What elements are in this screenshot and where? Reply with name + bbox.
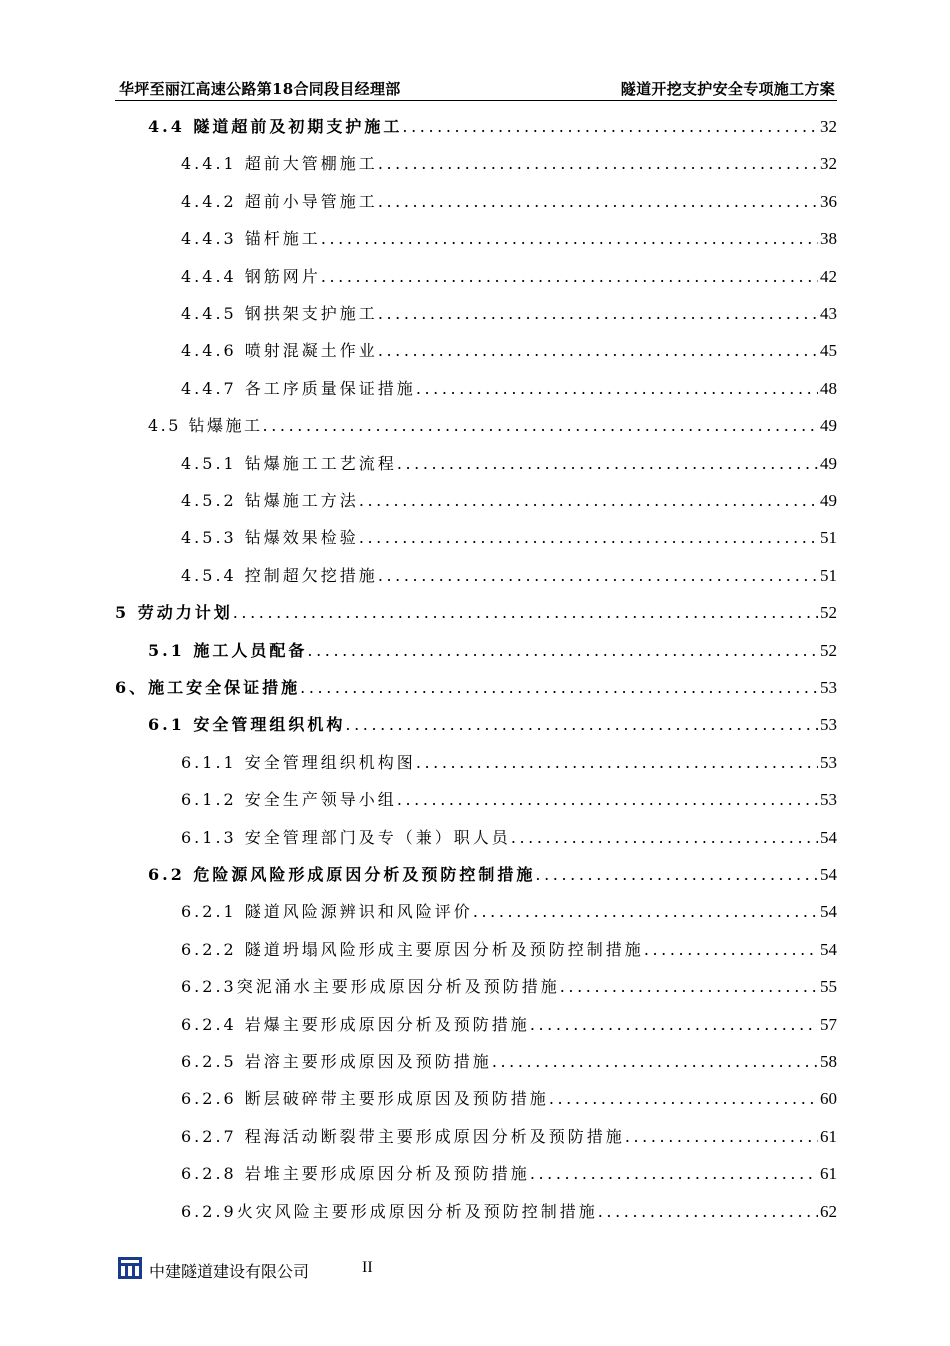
toc-entry[interactable]: [181, 151, 837, 175]
toc-entry-page: 62: [820, 1201, 837, 1221]
toc-entry-title: 6.2.2 隧道坍塌风险形成主要原因分析及预防控制措施: [181, 939, 644, 959]
company-logo-icon: [118, 1257, 142, 1279]
toc-dot-leader: [263, 416, 818, 435]
toc-entry[interactable]: [148, 862, 837, 886]
toc-entry-page: 51: [820, 565, 837, 585]
toc-dot-leader: [300, 678, 818, 697]
toc-entry-page: 61: [820, 1126, 837, 1146]
toc-entry-title: 6.2.3突泥涌水主要形成原因分析及预防措施: [181, 977, 560, 997]
toc-dot-leader: [378, 341, 818, 360]
toc-entry-page: 54: [820, 827, 837, 847]
toc-entry-page: 53: [820, 790, 837, 810]
toc-dot-leader: [378, 154, 818, 173]
toc-entry-page: 45: [820, 341, 837, 361]
toc-entry-title: 4.5.4 控制超欠挖措施: [181, 565, 378, 585]
toc-entry-title: 6.2.5 岩溶主要形成原因及预防措施: [181, 1052, 492, 1071]
toc-entry-page: 54: [820, 865, 837, 884]
toc-dot-leader: [345, 715, 818, 734]
toc-dot-leader: [644, 940, 818, 959]
toc-entry-page: 36: [820, 191, 837, 211]
toc-entry-title: 4.4.5 钢拱架支护施工: [181, 304, 378, 323]
toc-entry-page: 49: [820, 491, 837, 510]
toc-entry[interactable]: [181, 189, 837, 213]
footer-page-number: II: [362, 1259, 373, 1276]
toc-entry-page: 60: [820, 1089, 837, 1109]
toc-dot-leader: [321, 229, 818, 248]
toc-dot-leader: [625, 1127, 818, 1146]
toc-dot-leader: [598, 1202, 818, 1221]
toc-dot-leader: [530, 1015, 818, 1034]
toc-entry-page: 57: [820, 1014, 837, 1034]
toc-entry-title: 6.1.3 安全管理部门及专（兼）职人员: [181, 827, 511, 847]
toc-entry-title: 6.1.2 安全生产领导小组: [181, 790, 397, 810]
toc-entry-page: 52: [820, 603, 837, 623]
toc-dot-leader: [492, 1052, 818, 1071]
toc-dot-leader: [416, 753, 818, 772]
toc-entry-page: 53: [820, 678, 837, 697]
toc-entry[interactable]: [181, 1124, 837, 1148]
toc-entry-page: 32: [820, 117, 837, 136]
toc-dot-leader: [560, 977, 818, 996]
toc-entry[interactable]: [181, 488, 837, 512]
toc-dot-leader: [321, 267, 818, 286]
toc-entry-title: 5.1 施工人员配备: [148, 640, 308, 660]
toc-entry-title: 4.4.6 喷射混凝土作业: [181, 341, 378, 361]
toc-entry-page: 38: [820, 229, 837, 249]
toc-entry-page: 55: [820, 977, 837, 997]
header-project-name: 华坪至丽江高速公路第18合同段目经理部: [119, 80, 401, 98]
toc-entry-title: 4.4.1 超前大管棚施工: [181, 154, 378, 174]
toc-dot-leader: [378, 304, 818, 323]
toc-entry-title: 6.1 安全管理组织机构: [148, 715, 346, 735]
toc-entry-page: 51: [820, 528, 837, 548]
toc-entry[interactable]: [181, 525, 837, 549]
toc-dot-leader: [378, 192, 818, 211]
toc-entry[interactable]: [115, 600, 837, 624]
toc-entry-title: 6.2.6 断层破碎带主要形成原因及预防措施: [181, 1089, 549, 1109]
toc-entry[interactable]: [181, 301, 837, 325]
toc-entry-title: 4.5 钻爆施工: [148, 416, 263, 436]
toc-entry-page: 48: [820, 378, 837, 398]
toc-entry[interactable]: [148, 114, 837, 138]
toc-entry-page: 54: [820, 939, 837, 959]
toc-dot-leader: [416, 379, 818, 398]
toc-entry-title: 4.5.1 钻爆施工工艺流程: [181, 453, 397, 473]
toc-dot-leader: [549, 1089, 818, 1108]
toc-entry-title: 6.2.4 岩爆主要形成原因分析及预防措施: [181, 1014, 530, 1034]
toc-entry[interactable]: [181, 1049, 837, 1073]
toc-entry-page: 43: [820, 304, 837, 323]
toc-entry-title: 6.2.7 程海活动断裂带主要形成原因分析及预防措施: [181, 1126, 625, 1146]
toc-entry[interactable]: [181, 451, 837, 475]
toc-entry[interactable]: [181, 563, 837, 587]
toc-entry[interactable]: [181, 1199, 837, 1223]
toc-entry[interactable]: [148, 413, 837, 437]
toc-entry-title: 4.5.2 钻爆施工方法: [181, 491, 359, 510]
toc-entry[interactable]: [181, 825, 837, 849]
toc-entry-page: 54: [820, 902, 837, 922]
toc-dot-leader: [233, 603, 818, 622]
toc-entry[interactable]: [181, 376, 837, 400]
toc-dot-leader: [473, 902, 818, 921]
toc-entry[interactable]: [181, 750, 837, 774]
toc-dot-leader: [402, 117, 818, 136]
toc-entry[interactable]: [181, 338, 837, 362]
toc-entry[interactable]: [115, 675, 837, 699]
toc-entry[interactable]: [181, 1086, 837, 1110]
toc-entry[interactable]: [181, 264, 837, 288]
toc-entry[interactable]: [181, 1012, 837, 1036]
toc-entry-page: 49: [820, 453, 837, 473]
toc-entry[interactable]: [181, 787, 837, 811]
toc-entry-title: 6.1.1 安全管理组织机构图: [181, 752, 416, 772]
toc-entry-page: 42: [820, 266, 837, 286]
toc-entry-title: 4.4 隧道超前及初期支护施工: [148, 117, 403, 136]
toc-entry-title: 4.4.3 锚杆施工: [181, 229, 321, 249]
toc-entry-page: 58: [820, 1052, 837, 1071]
toc-entry-title: 4.4.4 钢筋网片: [181, 266, 321, 286]
header-document-title: 隧道开挖支护安全专项施工方案: [620, 80, 835, 98]
page-header: [115, 76, 837, 101]
toc-entry[interactable]: [181, 1161, 837, 1185]
toc-entry-page: 52: [820, 640, 837, 660]
toc-entry[interactable]: [148, 638, 837, 662]
toc-entry-title: 6.2.8 岩堆主要形成原因分析及预防措施: [181, 1164, 530, 1184]
toc-entry-page: 32: [820, 154, 837, 174]
toc-dot-leader: [511, 828, 818, 847]
toc-entry-title: 4.4.2 超前小导管施工: [181, 191, 378, 211]
toc-dot-leader: [530, 1164, 818, 1183]
toc-entry[interactable]: [181, 899, 837, 923]
toc-entry[interactable]: [181, 937, 837, 961]
toc-entry[interactable]: [148, 712, 837, 736]
toc-entry[interactable]: [181, 974, 837, 998]
toc-entry-title: 6、施工安全保证措施: [115, 678, 301, 697]
toc-entry-title: 5 劳动力计划: [115, 603, 233, 623]
toc-entry-title: 6.2.1 隧道风险源辨识和风险评价: [181, 902, 473, 922]
toc-dot-leader: [359, 491, 818, 510]
toc-entry-title: 6.2 危险源风险形成原因分析及预防控制措施: [148, 865, 536, 884]
toc-entry-page: 61: [820, 1164, 837, 1184]
footer-company-name: 中建隧道建设有限公司: [149, 1262, 310, 1281]
toc-dot-leader: [359, 528, 818, 547]
toc-dot-leader: [535, 865, 818, 884]
toc-entry-page: 53: [820, 715, 837, 735]
toc-dot-leader: [397, 454, 818, 473]
toc-entry[interactable]: [181, 226, 837, 250]
toc-dot-leader: [378, 566, 818, 585]
toc-entry-page: 53: [820, 752, 837, 772]
toc-entry-page: 49: [820, 416, 837, 436]
toc-dot-leader: [307, 641, 818, 660]
toc-entry-title: 4.4.7 各工序质量保证措施: [181, 378, 416, 398]
toc-entry-title: 6.2.9火灾风险主要形成原因分析及预防控制措施: [181, 1201, 598, 1221]
toc-dot-leader: [397, 790, 818, 809]
toc-entry-title: 4.5.3 钻爆效果检验: [181, 528, 359, 548]
